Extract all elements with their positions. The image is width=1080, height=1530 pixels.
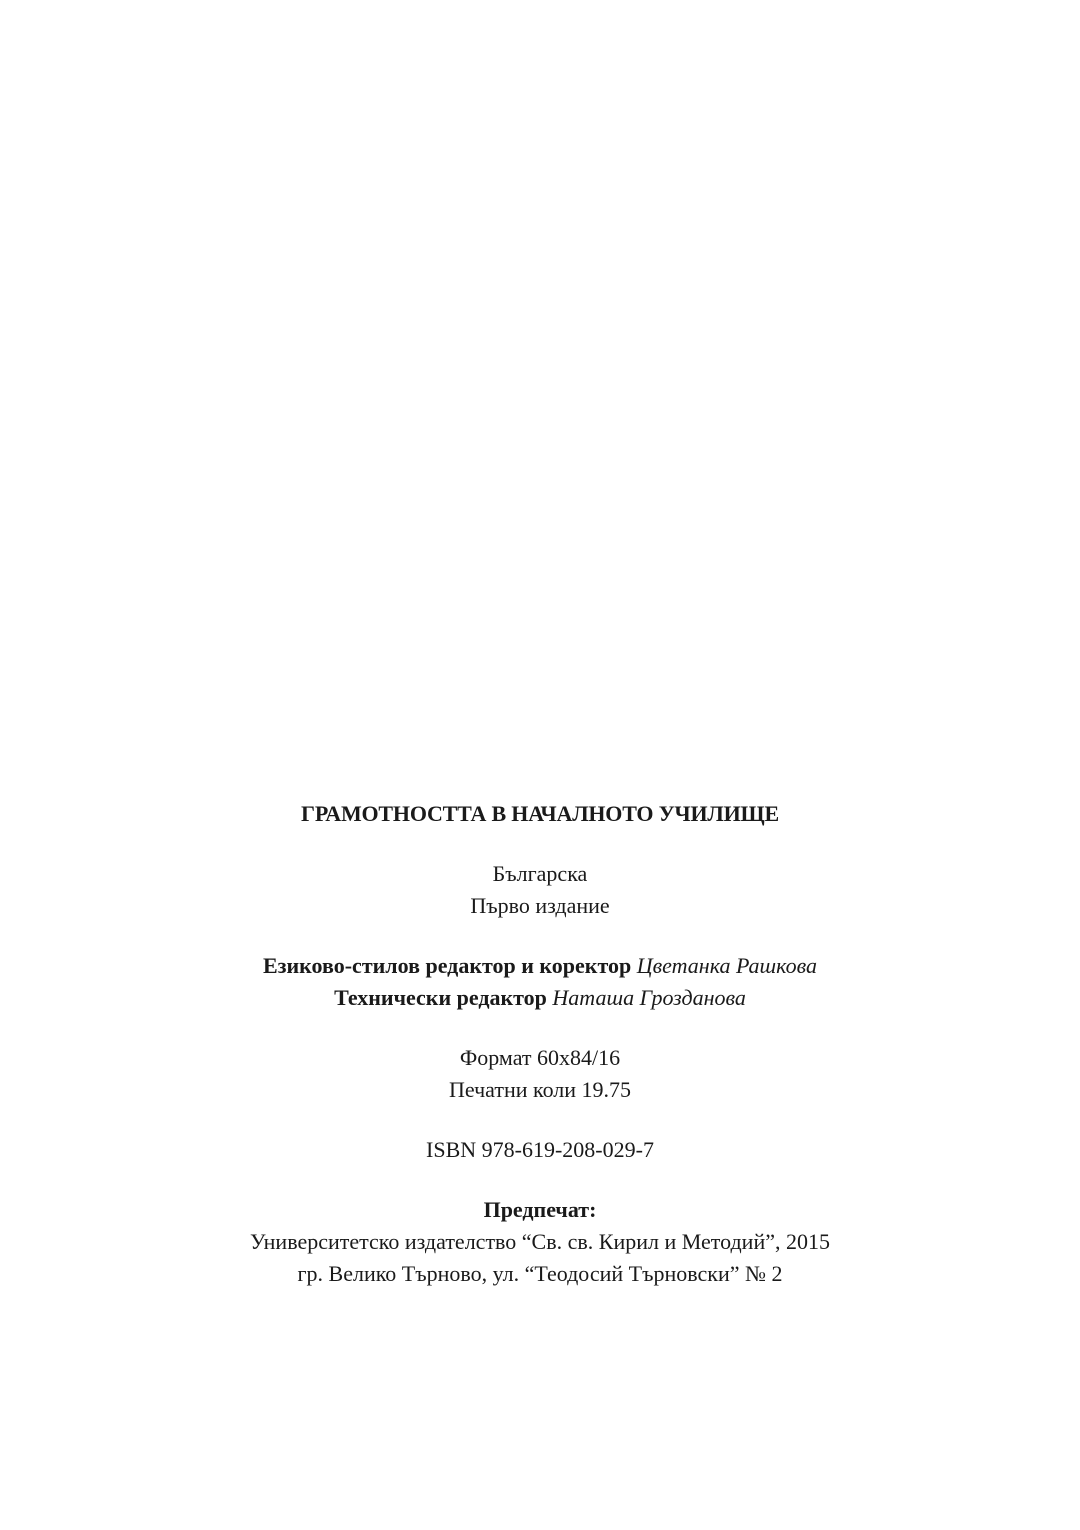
publisher-line: Университетско издателство “Св. св. Кирил и Методий”, 2015 bbox=[250, 1229, 830, 1254]
prepress-label: Предпечат: bbox=[483, 1197, 597, 1222]
credits-block bbox=[0, 950, 1080, 1014]
edition-number: Първо издание bbox=[470, 893, 610, 918]
specs-block bbox=[0, 1042, 1080, 1106]
print-sheets-line: Печатни коли 19.75 bbox=[448, 1077, 632, 1102]
technical-editor-role: Технически редактор bbox=[334, 985, 547, 1010]
language-editor-line bbox=[0, 950, 1080, 982]
format-line: Формат 60x84/16 bbox=[459, 1045, 621, 1070]
language-editor-name: Цветанка Рашкова bbox=[636, 953, 818, 978]
prepress-block bbox=[0, 1194, 1080, 1290]
language-editor-role: Езиково-стилов редактор и коректор bbox=[262, 953, 632, 978]
technical-editor-name: Наташа Грозданова bbox=[552, 985, 746, 1010]
isbn-block bbox=[0, 1134, 1080, 1166]
address-line: гр. Велико Търново, ул. “Теодосий Търновски” № 2 bbox=[297, 1261, 783, 1286]
edition-block bbox=[0, 858, 1080, 922]
isbn-line: ISBN 978-619-208-029-7 bbox=[426, 1137, 654, 1162]
colophon bbox=[0, 798, 1080, 1290]
technical-editor-line bbox=[0, 982, 1080, 1014]
book-title: ГРАМОТНОСТТА В НАЧАЛНОТО УЧИЛИЩЕ bbox=[301, 801, 779, 826]
edition-language: Българска bbox=[492, 861, 588, 886]
